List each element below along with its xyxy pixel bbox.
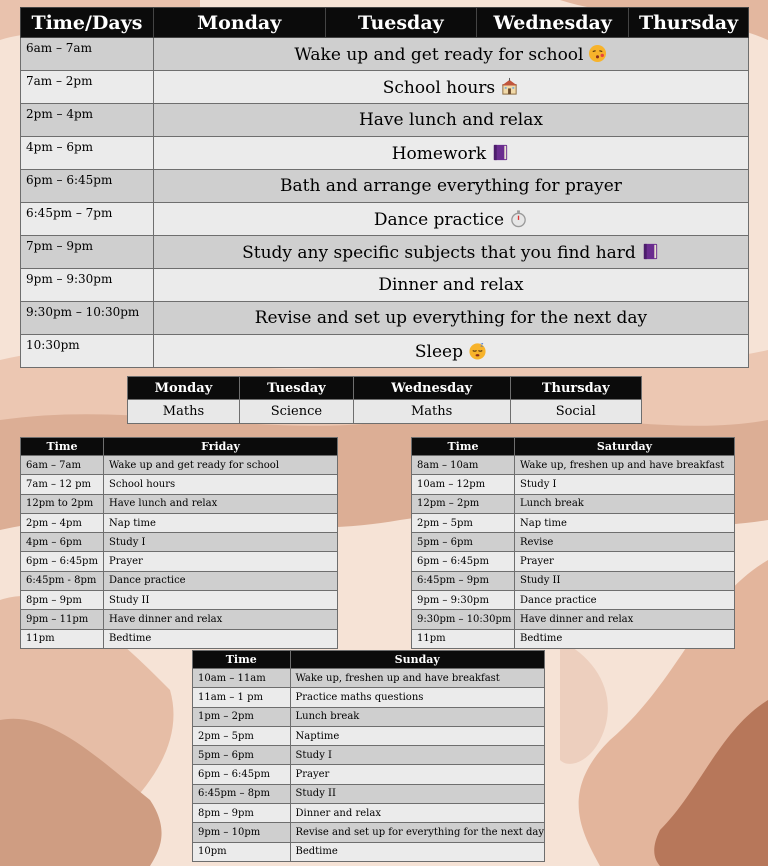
table-row [412, 456, 735, 475]
table-row [412, 533, 735, 552]
activity-cell: Wake up and get ready for school [104, 456, 338, 475]
weekday-header-row [21, 8, 749, 38]
time-cell: 6pm – 6:45pm [21, 170, 154, 203]
header-saturday: Saturday [515, 438, 735, 456]
table-row [193, 765, 545, 784]
activity-cell: Bedtime [104, 629, 338, 648]
header-monday: Monday [153, 8, 325, 38]
time-cell: 4pm – 6pm [21, 137, 154, 170]
header-friday: Friday [104, 438, 338, 456]
activity-cell: Nap time [515, 513, 735, 532]
table-row [412, 610, 735, 629]
time-cell: 6:45pm – 8pm [193, 784, 291, 803]
time-cell: 2pm – 5pm [412, 513, 515, 532]
subjects-table [127, 376, 642, 424]
activity-cell: Prayer [104, 552, 338, 571]
time-cell: 9pm – 9:30pm [412, 591, 515, 610]
activity-cell: Have lunch and relax [153, 104, 748, 137]
table-row [21, 104, 749, 137]
school-building-icon [500, 77, 519, 96]
activity-cell: Dinner and relax [153, 269, 748, 302]
table-row [193, 726, 545, 745]
table-row [412, 571, 735, 590]
time-cell: 12pm – 2pm [412, 494, 515, 513]
header-wednesday: Wednesday [477, 8, 629, 38]
stopwatch-icon [509, 209, 528, 228]
activity-cell [153, 236, 748, 269]
table-row [21, 203, 749, 236]
subject-cell: Social [510, 400, 641, 424]
table-row [193, 823, 545, 842]
time-cell: 6am – 7am [21, 456, 104, 475]
time-cell: 10am – 11am [193, 669, 291, 688]
time-cell: 6pm – 6:45pm [412, 552, 515, 571]
activity-cell [153, 137, 748, 170]
activity-text: Study any specific subjects that you find hard [242, 242, 636, 263]
table-row [21, 71, 749, 104]
activity-text: Dance practice [373, 209, 505, 230]
svg-text:z: z [480, 342, 484, 349]
activity-cell: Have dinner and relax [515, 610, 735, 629]
kissing-face-icon [588, 44, 607, 63]
table-row [21, 494, 338, 513]
time-cell: 2pm – 4pm [21, 513, 104, 532]
time-cell: 4pm – 6pm [21, 533, 104, 552]
table-row [128, 400, 642, 424]
activity-cell: Revise and set up for everything for the next day [290, 823, 545, 842]
activity-cell [153, 71, 748, 104]
table-row [412, 475, 735, 494]
table-row [193, 707, 545, 726]
activity-cell: Prayer [290, 765, 545, 784]
header-time-days: Time/Days [21, 8, 154, 38]
activity-cell: Dinner and relax [290, 804, 545, 823]
activity-cell: Dance practice [104, 571, 338, 590]
activity-cell: Study I [104, 533, 338, 552]
activity-text: Homework [391, 143, 487, 164]
table-row [21, 475, 338, 494]
table-row [21, 629, 338, 648]
friday-schedule-table [20, 437, 338, 649]
weekday-schedule-table [20, 7, 749, 368]
header-monday: Monday [128, 377, 240, 400]
table-row [21, 610, 338, 629]
table-row [412, 552, 735, 571]
time-cell: 6pm – 6:45pm [193, 765, 291, 784]
purple-book-icon [491, 143, 510, 162]
activity-cell: Bedtime [290, 842, 545, 861]
activity-cell: Study I [290, 746, 545, 765]
table-row [193, 842, 545, 861]
activity-cell [153, 203, 748, 236]
activity-cell: Wake up, freshen up and have breakfast [515, 456, 735, 475]
table-row [21, 533, 338, 552]
time-cell: 10pm [193, 842, 291, 861]
time-cell: 6:45pm – 7pm [21, 203, 154, 236]
table-row [21, 456, 338, 475]
time-cell: 9pm – 9:30pm [21, 269, 154, 302]
purple-book-icon [641, 242, 660, 261]
header-time: Time [412, 438, 515, 456]
activity-cell [153, 335, 748, 368]
header-tuesday: Tuesday [325, 8, 477, 38]
time-cell: 11am – 1 pm [193, 688, 291, 707]
activity-cell: Prayer [515, 552, 735, 571]
time-cell: 9pm – 11pm [21, 610, 104, 629]
time-cell: 8pm – 9pm [21, 591, 104, 610]
header-time: Time [21, 438, 104, 456]
header-wednesday: Wednesday [353, 377, 510, 400]
header-time: Time [193, 651, 291, 669]
time-cell: 9pm – 10pm [193, 823, 291, 842]
subject-cell: Maths [128, 400, 240, 424]
saturday-header-row [412, 438, 735, 456]
activity-cell: Revise [515, 533, 735, 552]
table-row [21, 571, 338, 590]
activity-cell: Have lunch and relax [104, 494, 338, 513]
time-cell: 8am – 10am [412, 456, 515, 475]
table-row [21, 38, 749, 71]
table-row [21, 236, 749, 269]
table-row [21, 591, 338, 610]
subject-cell: Science [239, 400, 353, 424]
activity-cell: Naptime [290, 726, 545, 745]
table-row [21, 552, 338, 571]
time-cell: 8pm – 9pm [193, 804, 291, 823]
activity-cell: Revise and set up everything for the next day [153, 302, 748, 335]
activity-cell: Study II [515, 571, 735, 590]
table-row [193, 804, 545, 823]
time-cell: 2pm – 4pm [21, 104, 154, 137]
friday-header-row [21, 438, 338, 456]
sunday-schedule-table [192, 650, 545, 862]
subject-cell: Maths [353, 400, 510, 424]
table-row [21, 335, 749, 368]
activity-cell: School hours [104, 475, 338, 494]
time-cell: 7pm – 9pm [21, 236, 154, 269]
activity-cell: Bath and arrange everything for prayer [153, 170, 748, 203]
activity-cell: Have dinner and relax [104, 610, 338, 629]
time-cell: 5pm – 6pm [412, 533, 515, 552]
table-row [21, 137, 749, 170]
activity-cell [153, 38, 748, 71]
activity-cell: Wake up, freshen up and have breakfast [290, 669, 545, 688]
activity-cell: Lunch break [515, 494, 735, 513]
activity-text: School hours [382, 77, 496, 98]
activity-cell: Lunch break [290, 707, 545, 726]
table-row [412, 629, 735, 648]
time-cell: 11pm [412, 629, 515, 648]
header-thursday: Thursday [510, 377, 641, 400]
time-cell: 6:45pm – 9pm [412, 571, 515, 590]
time-cell: 11pm [21, 629, 104, 648]
time-cell: 6pm – 6:45pm [21, 552, 104, 571]
activity-cell: Practice maths questions [290, 688, 545, 707]
time-cell: 1pm – 2pm [193, 707, 291, 726]
subjects-header-row [128, 377, 642, 400]
time-cell: 6:45pm - 8pm [21, 571, 104, 590]
time-cell: 10:30pm [21, 335, 154, 368]
table-row [193, 784, 545, 803]
table-row [21, 302, 749, 335]
table-row [21, 269, 749, 302]
activity-cell: Nap time [104, 513, 338, 532]
table-row [21, 170, 749, 203]
table-row [412, 591, 735, 610]
time-cell: 2pm – 5pm [193, 726, 291, 745]
activity-text: Wake up and get ready for school [294, 44, 584, 65]
activity-cell: Study II [104, 591, 338, 610]
activity-cell: Study II [290, 784, 545, 803]
table-row [412, 494, 735, 513]
saturday-schedule-table [411, 437, 735, 649]
table-row [193, 669, 545, 688]
header-sunday: Sunday [290, 651, 545, 669]
table-row [412, 513, 735, 532]
time-cell: 5pm – 6pm [193, 746, 291, 765]
table-row [193, 688, 545, 707]
activity-cell: Bedtime [515, 629, 735, 648]
time-cell: 9:30pm – 10:30pm [412, 610, 515, 629]
activity-cell: Study I [515, 475, 735, 494]
activity-cell: Dance practice [515, 591, 735, 610]
time-cell: 12pm to 2pm [21, 494, 104, 513]
activity-text: Sleep [414, 341, 463, 362]
time-cell: 6am – 7am [21, 38, 154, 71]
sunday-header-row [193, 651, 545, 669]
table-row [21, 513, 338, 532]
table-row [193, 746, 545, 765]
time-cell: 10am – 12pm [412, 475, 515, 494]
header-thursday: Thursday [629, 8, 749, 38]
header-tuesday: Tuesday [239, 377, 353, 400]
sleeping-face-icon [468, 341, 487, 360]
time-cell: 7am – 2pm [21, 71, 154, 104]
time-cell: 7am – 12 pm [21, 475, 104, 494]
time-cell: 9:30pm – 10:30pm [21, 302, 154, 335]
